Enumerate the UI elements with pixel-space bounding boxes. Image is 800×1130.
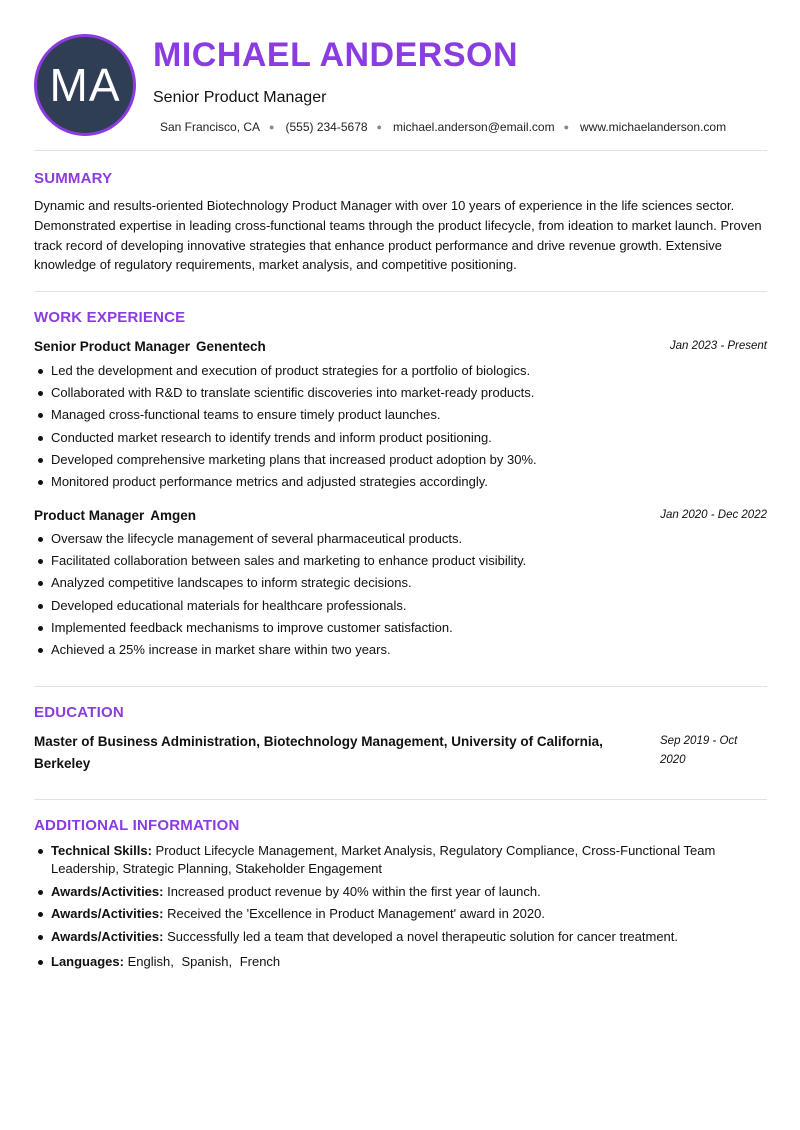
additional-list [34,842,767,975]
job-dates: Jan 2020 - Dec 2022 [660,509,767,521]
section-divider [34,799,767,800]
education-heading: EDUCATION [34,704,124,721]
candidate-name: MICHAEL ANDERSON [153,36,519,74]
job-header [34,337,767,355]
list-item: Monitored product performance metrics and adjusted strategies accordingly. [34,471,767,493]
list-item: Implemented feedback mechanisms to improve customer satisfaction. [34,617,767,639]
summary-heading: SUMMARY [34,170,113,187]
item-text: Successfully led a team that developed a novel therapeutic solution for cancer treatment. [167,928,678,944]
experience-heading: WORK EXPERIENCE [34,309,186,326]
list-item: Managed cross-functional teams to ensure timely product launches. [34,404,767,426]
job-company: Genentech [196,338,266,354]
list-item [34,928,767,946]
summary-text: Dynamic and results-oriented Biotechnology Product Manager with over 10 years of experience in the life sciences sector. Demonstrated expertise in leading cross-functional teams through the product lifecycle, from ideation to market launch. Proven track record of developing innovative strategies that enhance product performance and drive revenue growth. Extensive knowledge of regulatory requirements, market analysis, and competitive positioning. [34,198,762,273]
job-role: Senior Product Manager [34,338,191,354]
language: English, [127,953,174,969]
item-text: Received the 'Excellence in Product Management' award in 2020. [167,906,545,921]
list-item: Developed comprehensive marketing plans that increased product adoption by 30%. [34,449,767,471]
candidate-title: Senior Product Manager [153,89,327,106]
list-item: Oversaw the lifecycle management of several pharmaceutical products. [34,528,767,550]
job-company: Amgen [150,507,197,523]
contact-email[interactable]: michael.anderson@email.com [392,120,555,134]
list-item: Analyzed competitive landscapes to inform strategic decisions. [34,572,767,594]
language: French [239,953,281,969]
section-divider [34,686,767,687]
item-text: Product Lifecycle Management, Market Analysis, Regulatory Compliance, Cross-Functional Team Leadership, Strategic Planning, Stakeholder Engagement [51,843,716,876]
job-role: Product Manager [34,507,145,523]
avatar-initials: MA [49,59,121,111]
contact-website[interactable]: www.michaelanderson.com [580,120,727,134]
item-label: Technical Skills: [51,843,152,858]
item-label: Awards/Activities: [51,906,164,921]
languages-item [34,953,767,971]
contact-phone: (555) 234-5678 [285,120,368,134]
contact-info [160,120,726,134]
list-item: Facilitated collaboration between sales and marketing to enhance product visibility. [34,550,767,572]
item-text: Increased product revenue by 40% within the first year of launch. [167,883,541,899]
language: Spanish, [181,953,233,969]
list-item: Led the development and execution of product strategies for a portfolio of biologics. [34,360,767,382]
contact-location: San Francisco, CA [160,120,261,134]
list-item: Achieved a 25% increase in market share within two years. [34,639,767,661]
separator-dot: ● [376,122,382,132]
item-label: Awards/Activities: [51,928,164,944]
section-divider [34,291,767,292]
avatar [34,34,136,136]
item-label: Awards/Activities: [51,883,164,899]
job-header [34,506,767,524]
list-item [34,842,767,878]
separator-dot: ● [269,122,275,132]
list-item [34,883,767,901]
list-item: Developed educational materials for healthcare professionals. [34,595,767,617]
additional-heading: ADDITIONAL INFORMATION [34,817,240,834]
job-bullets [34,528,767,661]
education-dates: Sep 2019 - Oct 2020 [660,735,738,766]
education-degree: Master of Business Administration, Biotechnology Management, University of California, Berkeley [34,734,603,771]
list-item [34,905,767,923]
section-divider [34,150,767,151]
list-item: Collaborated with R&D to translate scientific discoveries into market-ready products. [34,382,767,404]
job-bullets [34,360,767,493]
list-item: Conducted market research to identify trends and inform product positioning. [34,427,767,449]
separator-dot: ● [563,122,570,132]
item-label: Languages: [51,953,124,969]
job-dates: Jan 2023 - Present [669,340,767,352]
